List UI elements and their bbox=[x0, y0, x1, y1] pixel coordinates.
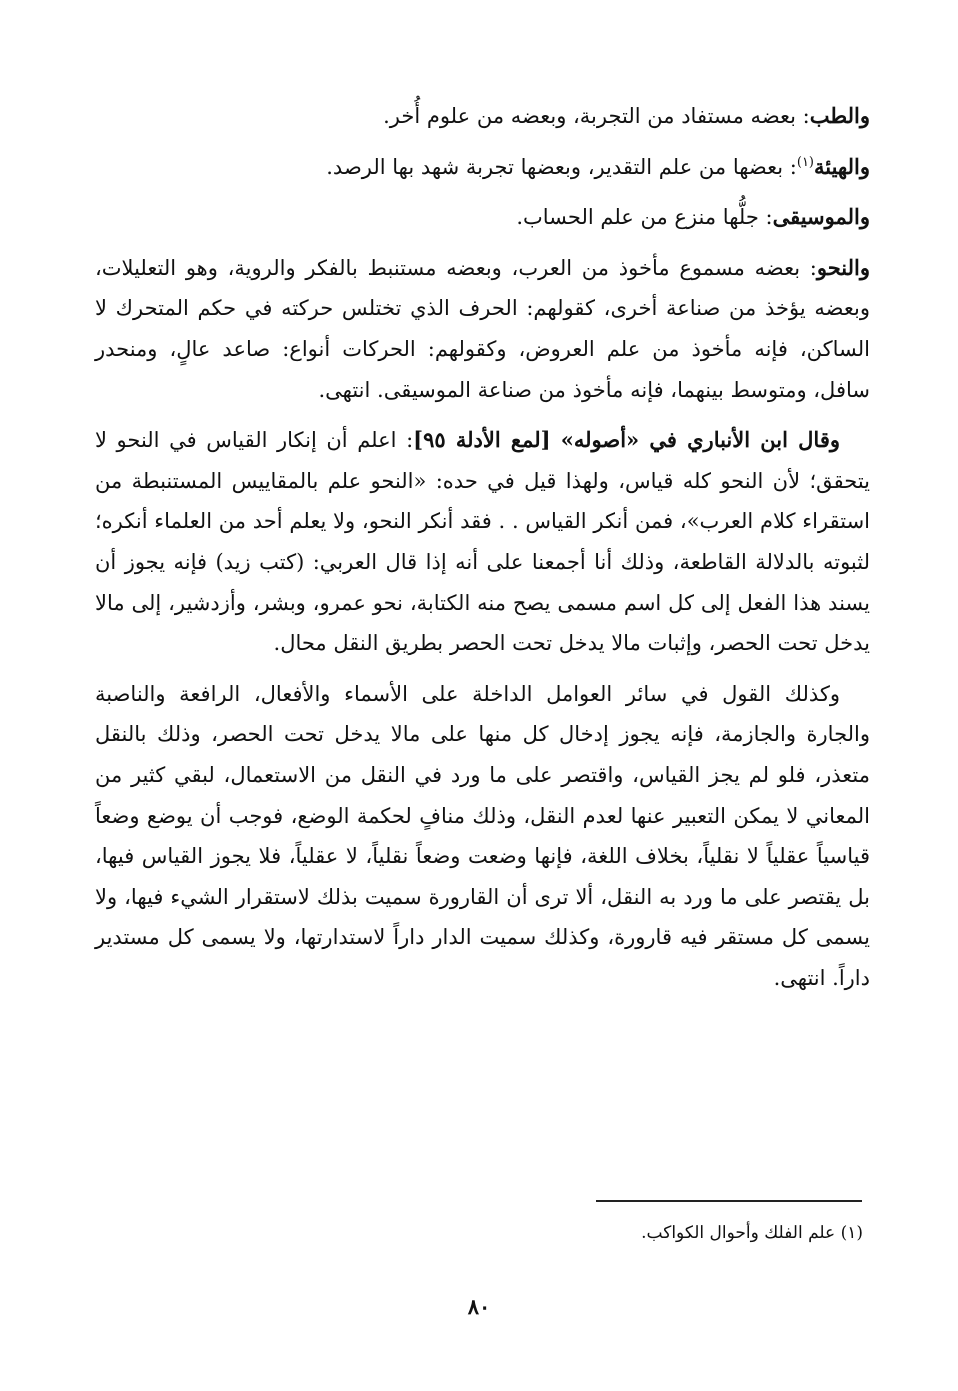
footnote-divider bbox=[596, 1200, 862, 1202]
paragraph-anbari-quote bbox=[95, 420, 870, 664]
paragraph-anbari-text: : اعلم أن إنكار القياس في النحو لا يتحقق؛ لأن النحو كله قياس، ولهذا قيل في حده: «النحو علم بالمقاييس المستنبطة من استقراء كلام العرب»، فمن أنكر القياس . . فقد أنكر النحو، ولا يعلم أحد من العلماء أنكره؛ لثبوته بالدلالة القاطعة، وذلك أنا أجمعنا على أنه إذا قال العربي: (كتب زيد) فإنه يجوز أن يسند هذا الفعل إلى كل اسم مسمى يصح منه الكتابة، نحو عمرو، وبشر، وأزدشير، إلى مالا يدخل تحت الحصر، وإثبات مالا يدخل تحت الحصر بطريق النقل محال. bbox=[95, 428, 870, 656]
paragraph-astronomy-text: : بعضها من علم التقدير، وبعضها تجربة شهد بها الرصد. bbox=[326, 154, 797, 179]
main-text bbox=[95, 96, 870, 1008]
term-medicine: والطب bbox=[809, 103, 870, 128]
paragraph-grammar bbox=[95, 248, 870, 410]
anbari-citation: وقال ابن الأنباري في «أصوله» [لمع الأدلة ٩٥] bbox=[413, 427, 840, 453]
footnote-reference: (١) bbox=[796, 154, 814, 170]
paragraph-medicine-text: : بعضه مستفاد من التجربة، وبعضه من علوم أُخر. bbox=[383, 104, 810, 128]
paragraph-music bbox=[95, 197, 870, 238]
term-music: والموسيقى bbox=[772, 204, 870, 230]
paragraph-grammar-text: : بعضه مسموع مأخوذ من العرب، وبعضه مستنبط بالفكر والروية، وهو التعليلات، وبعضه يؤخذ من صناعة أخرى، كقولهم: الحرف الذي تختلس حركته في حكم المتحرك لا الساكن، فإنه مأخوذ من علم العروض، وكقولهم: الحركات أنواع: صاعد عالٍ، ومنحدر سافل، ومتوسط بينهما، فإنه مأخوذ من صناعة الموسيقى. انتهى. bbox=[95, 255, 870, 402]
paragraph-operators: وكذلك القول في سائر العوامل الداخلة على الأسماء والأفعال، الرافعة والناصبة والجارة والجازمة، فإنه يجوز إدخال كل منها على مالا يدخل تحت الحصر، وذلك بالنقل متعذر، فلو لم يجز القياس، واقتصر على ما ورد في النقل من الاستعمال، لبقي كثير من المعاني لا يمكن التعبير عنها لعدم النقل، وذلك منافٍ لحكمة الوضع، فوجب أن يوضع وضعاً قياسياً عقلياً لا نقلياً، بخلاف اللغة، فإنها وضعت وضعاً نقلياً، لا عقلياً، فلا يجوز القياس فيها، بل يقتصر على ما ورد به النقل، ألا ترى أن القارورة سميت بذلك لاستقرار الشيء فيها، ولا يسمى كل مستقر فيه قارورة، وكذلك سميت الدار داراً لاستدارتها، ولا يسمى كل مستدير داراً. انتهى. bbox=[95, 681, 870, 990]
term-grammar: والنحو bbox=[816, 254, 870, 280]
page-number: ٨٠ bbox=[467, 1294, 491, 1319]
paragraph-medicine bbox=[95, 96, 870, 137]
paragraph-astronomy bbox=[95, 147, 870, 188]
footnote: (١) علم الفلك وأحوال الكواكب. bbox=[641, 1223, 863, 1243]
term-astronomy: والهيئة bbox=[814, 153, 870, 179]
paragraph-music-text: : جلُّها منزع من علم الحساب. bbox=[516, 205, 773, 230]
